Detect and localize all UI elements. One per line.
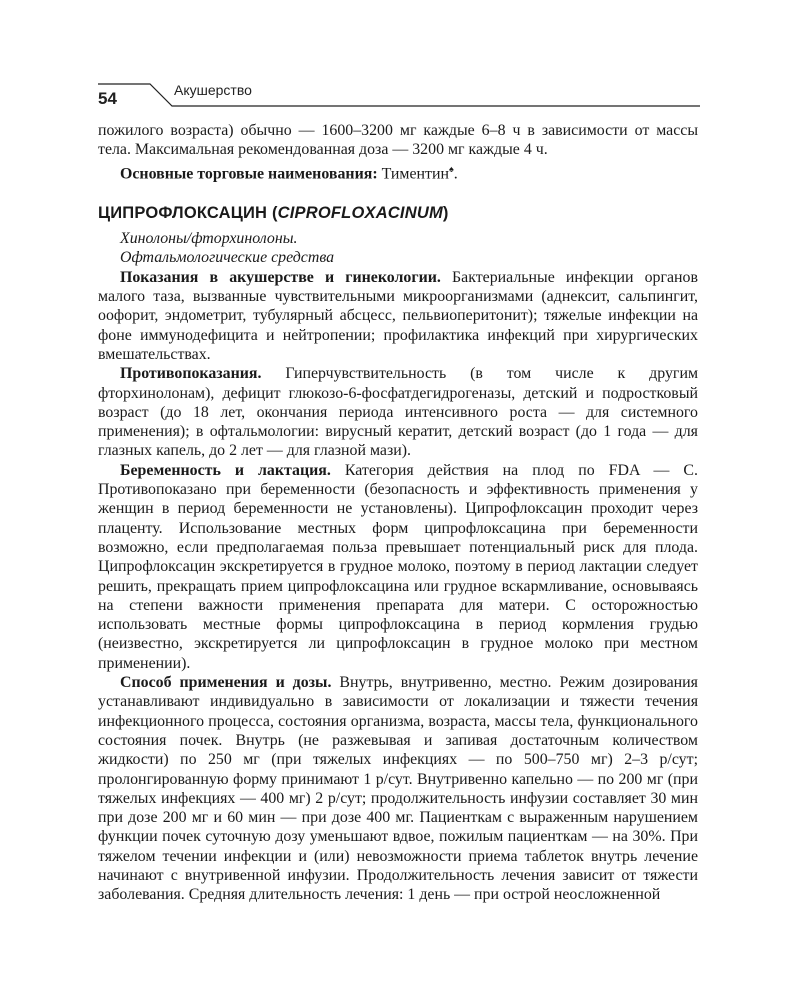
running-header — [0, 0, 800, 120]
header-rule — [0, 0, 800, 120]
contraindications-text: Гиперчувствительность (в том числе к другим фторхинолонам), дефицит глюкозо-6-фосфатдегидрогеназы, детский и подростковый возраст (до 18 лет, окончания периода интенсивного роста — для системного применения); в офтальмологии: вирусный кератит, детский возраст (до 1 года — для глазных капель, до 2 лет — для глазной мази). — [98, 365, 698, 460]
page-body — [98, 121, 698, 905]
drug-class-2: Офтальмологические средства — [120, 249, 335, 267]
drug-latin-name: CIPROFLOXACINUM — [277, 204, 443, 223]
continued-paragraph: пожилого возраста) обычно — 1600–3200 мг каждые 6–8 ч в зависимости от массы тела. Максимальная рекомендованная доза — 3200 мг каждые 4 ч. — [98, 122, 698, 159]
drug-name-end: ) — [442, 204, 449, 223]
contraindications-heading: Противопоказания. — [120, 365, 262, 383]
trade-names-value: Тиментин — [377, 164, 449, 182]
trade-names-paragraph — [98, 160, 698, 184]
trade-names-label: Основные торговые наименования: — [120, 164, 378, 182]
indications-paragraph — [98, 268, 698, 364]
trademark-sign: ♠ — [448, 163, 454, 174]
page-number: 54 — [98, 89, 117, 108]
dosage-heading: Способ применения и дозы. — [120, 674, 332, 692]
indications-heading: Показания в акушерстве и гинекологии. — [120, 268, 441, 286]
section-title: Акушерство — [174, 82, 252, 98]
contraindications-paragraph — [98, 364, 698, 460]
dosage-paragraph — [98, 673, 698, 905]
dosage-text: Внутрь, внутривенно, местно. Режим дозирования устанавливают индивидуально в зависимости от локализации и тяжести течения инфекционного процесса, состояния организма, возраста, массы тела, функционального состояния почек. Внутрь (не разжевывая и запивая достаточным количеством жидкости) по 250 мг (при тяжелых инфекциях — по 500–750 мг) 2–3 р/сут; пролонгированную форму принимают 1 р/сут. Внутривенно капельно — по 200 мг (при тяжелых инфекциях — 400 мг) 2 р/сут; продолжительность инфузии составляет 30 мин при дозе 200 мг и 60 мин — при дозе 400 мг. Пациенткам с выраженным нарушением функции почек суточную дозу уменьшают вдвое, пожилым пациенткам — на 30%. При тяжелом течении инфекции и (или) невозможности приема таблеток внутрь лечение начинают с внутривенной инфузии. Продолжительность лечения зависит от тяжести заболевания. Средняя длительность лечения: 1 день — при острой неосложненной — [98, 674, 698, 904]
drug-heading — [98, 203, 698, 223]
drug-name: ЦИПРОФЛОКСАЦИН ( — [98, 204, 278, 223]
indications-text: Бактериальные инфекции органов малого таза, вызванные чувствительными микроорганизмами (аднексит, сальпингит, оофорит, эндометрит, тубулярный абсцесс, пельвиоперитонит); тяжелые инфекции на фоне иммунодефицита и нейтропении; профилактика инфекций при хирургических вмешательствах. — [98, 268, 698, 363]
pregnancy-text: Категория действия на плод по FDA — C. Противопоказано при беременности (безопасность и эффективность применения у женщин в период беременности не установлены). Ципрофлоксацин проходит через плаценту. Использование местных форм ципрофлоксацина при беременности возможно, если предполагаемая польза превышает потенциальный риск для плода. Ципрофлоксацин экскретируется в грудное молоко, поэтому в период лактации следует решить, прекращать прием ципрофлоксацина или грудное вскармливание, основываясь на степени важности применения препарата для матери. С осторожностью использовать местные формы ципрофлоксацина в период кормления грудью (неизвестно, экскретируется ли ципрофлоксацин в грудное молоко при местном применении). — [98, 461, 698, 672]
pregnancy-heading: Беременность и лактация. — [120, 461, 331, 479]
pregnancy-paragraph — [98, 461, 698, 673]
trade-names-end: . — [453, 164, 458, 182]
drug-class-1: Хинолоны/фторхинолоны. — [120, 230, 298, 248]
